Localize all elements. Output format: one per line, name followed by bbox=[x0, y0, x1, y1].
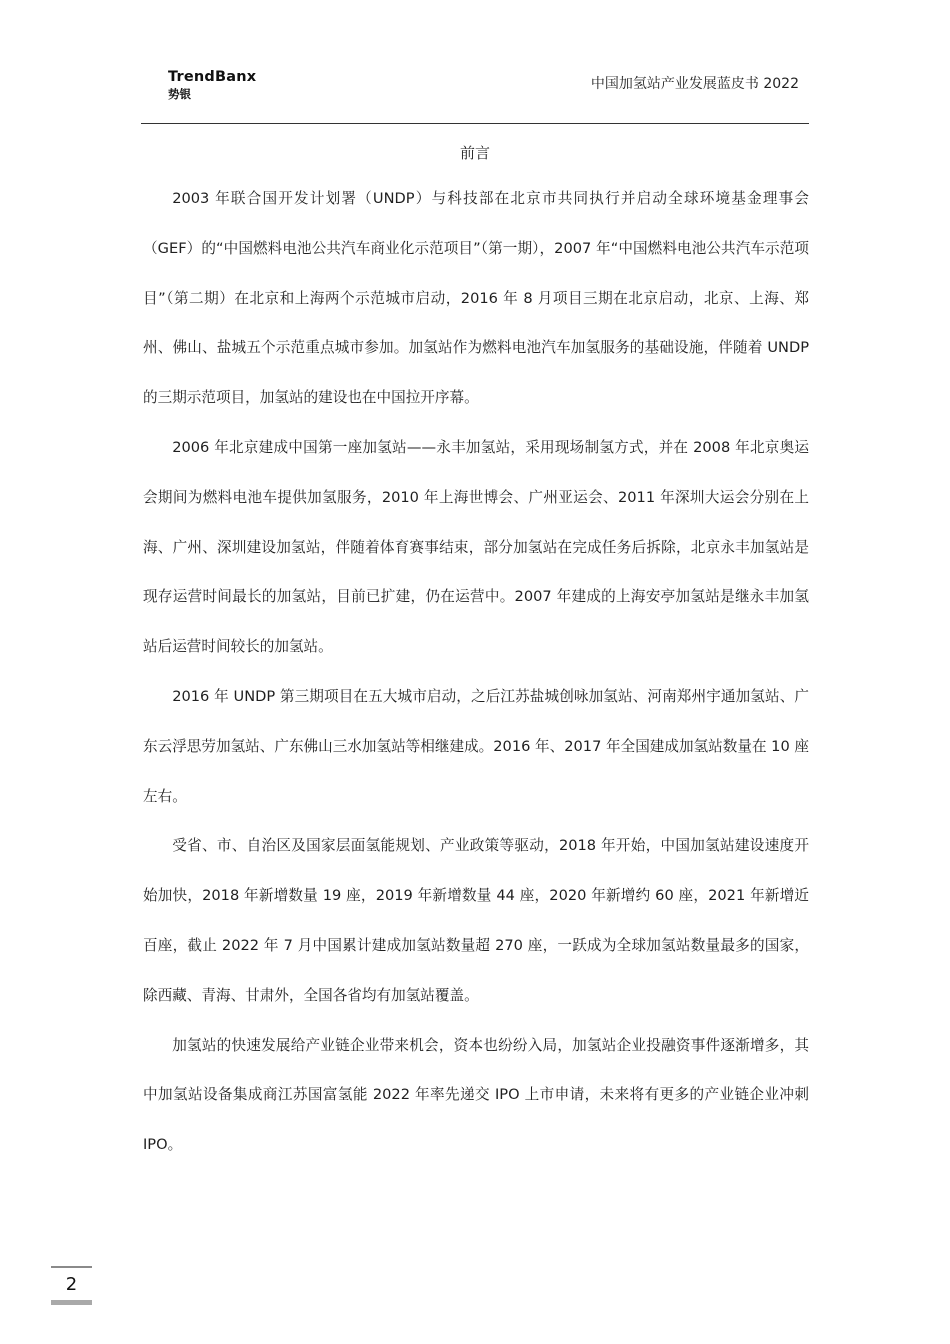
logo-text-cn: 势银 bbox=[168, 86, 191, 101]
company-logo bbox=[168, 70, 256, 100]
paragraph-3: 2016 年 UNDP 第三期项目在五大城市启动，之后江苏盐城创咏加氢站、河南郑州宇通加氢站、广东云浮思劳加氢站、广东佛山三水加氢站等相继建成。2016 年、2017 年全国建成加氢站数量在 10 座左右。 bbox=[143, 687, 809, 805]
header-divider bbox=[141, 123, 809, 124]
section-title: 前言 bbox=[459, 144, 490, 162]
logo-text-en: TrendBanx bbox=[168, 69, 257, 85]
page-number-top-bar bbox=[51, 1266, 92, 1268]
report-title: 中国加氢站产业发展蓝皮书 2022 bbox=[590, 76, 799, 92]
page-number-bottom-bar bbox=[51, 1300, 92, 1305]
body-text bbox=[143, 174, 809, 1170]
paragraph-2: 2006 年北京建成中国第一座加氢站——永丰加氢站，采用现场制氢方式，并在 2008 年北京奥运会期间为燃料电池车提供加氢服务，2010 年上海世博会、广州亚运会、2011 年深圳大运会分别在上海、广州、深圳建设加氢站，伴随着体育赛事结束，部分加氢站在完成任务后拆除，北京永丰加氢站是现存运营时间最长的加氢站，目前已扩建，仍在运营中。2007 年建成的上海安亭加氢站是继永丰加氢站后运营时间较长的加氢站。 bbox=[143, 438, 809, 656]
paragraph-5: 加氢站的快速发展给产业链企业带来机会，资本也纷纷入局，加氢站企业投融资事件逐渐增多，其中加氢站设备集成商江苏国富氢能 2022 年率先递交 IPO 上市申请，未来将有更多的产业链企业冲刺 IPO。 bbox=[143, 1036, 809, 1154]
paragraph-1: 2003 年联合国开发计划署（UNDP）与科技部在北京市共同执行并启动全球环境基金理事会（GEF）的“中国燃料电池公共汽车商业化示范项目”（第一期），2007 年“中国燃料电池公共汽车示范项目”（第二期）在北京和上海两个示范城市启动，2016 年 8 月项目三期在北京启动，北京、上海、郑州、佛山、盐城五个示范重点城市参加。加氢站作为燃料电池汽车加氢服务的基础设施，伴随着 UNDP 的三期示范项目，加氢站的建设也在中国拉开序幕。 bbox=[143, 190, 809, 407]
paragraph-4: 受省、市、自治区及国家层面氢能规划、产业政策等驱动，2018 年开始，中国加氢站建设速度开始加快，2018 年新增数量 19 座，2019 年新增数量 44 座，2020 年新增约 60 座，2021 年新增近百座，截止 2022 年 7 月中国累计建成加氢站数量超 270 座，一跃成为全球加氢站数量最多的国家，除西藏、青海、甘肃外，全国各省均有加氢站覆盖。 bbox=[143, 837, 809, 1004]
page-number: 2 bbox=[65, 1274, 78, 1295]
